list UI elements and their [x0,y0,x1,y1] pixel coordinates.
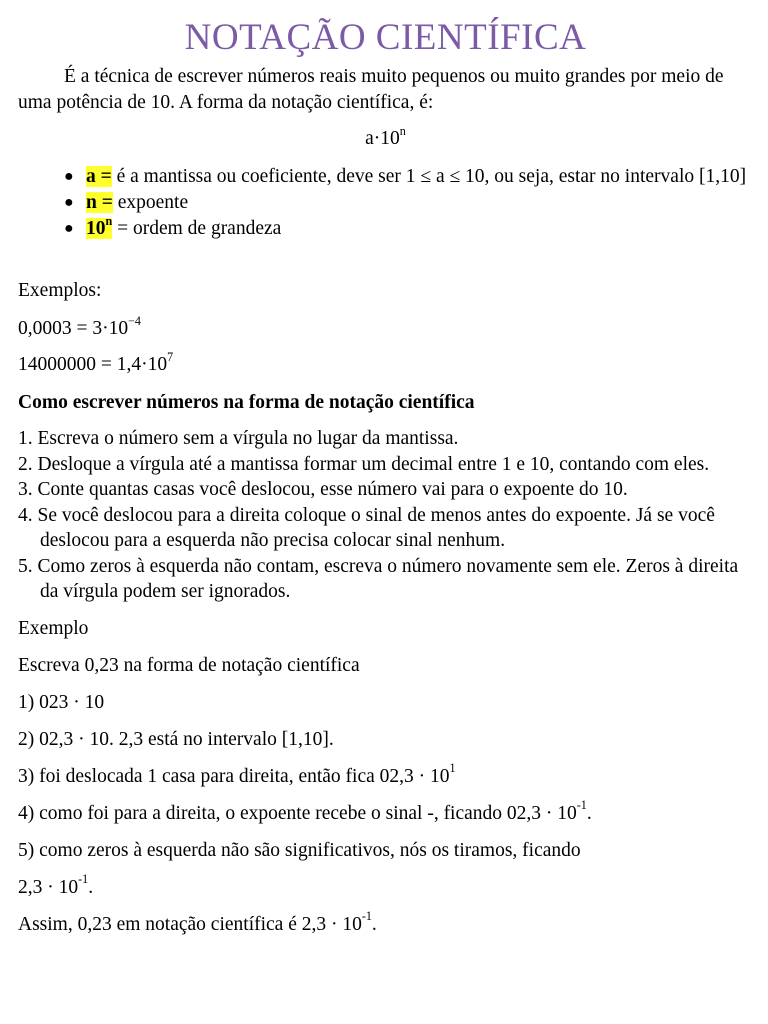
formula-exponent: n [399,123,406,138]
example-task: Escreva 0,23 na forma de notação científica [18,654,360,676]
bullet-icon: ● [64,220,74,237]
solution-line: $2,3 \cdot 10^{-1}$. [18,872,94,898]
bullet-icon: ● [64,168,74,185]
definition-term: 10$^n$ [86,213,113,239]
solution-line: 1) 023 · 10 [18,691,105,713]
example-label: Exemplo [18,617,89,639]
example-line: $14000000 = 1,4\cdot 10^7$ [18,349,174,375]
step-item: 2. Desloque a vírgula até a mantissa formar um decimal entre 1 e 10, contando com eles. [18,453,710,475]
step-item: 3. Conte quantas casas você deslocou, esse número vai para o expoente do 10. [18,479,628,500]
step-item: 1. Escreva o número sem a vírgula no lugar da mantissa. [18,428,459,449]
solution-line: 4) como foi para a direita, o expoente recebe o sinal -, ficando $02,3 \cdot 10^{-1}$. [18,798,592,824]
solution-line: 2) 02,3 · 10. 2,3 está no intervalo [1,10]. [18,728,334,750]
step-item: 4. Se você deslocou para a direita coloque o sinal de menos antes do expoente. Já se você deslocou para a esquerda não precisa colocar sinal nenhum. [18,504,715,551]
page-title: NOTAÇÃO CIENTÍFICA [184,17,587,58]
example-line: $0,0003 = 3\cdot 10^{-4}$ [18,313,141,339]
definition-term: n = [86,192,113,213]
steps-list [18,426,753,605]
section-heading: Como escrever números na forma de notação científica [18,392,475,413]
bullet-icon: ● [64,194,74,211]
definition-text: é a mantissa ou coeficiente, deve ser 1 ≤ a ≤ 10, ou seja, estar no intervalo [1,10] [111,166,747,187]
solution-line: 5) como zeros à esquerda não são significativos, nós os tiramos, ficando [18,839,581,861]
definition-text: = ordem de grandeza [112,218,282,239]
conclusion-line: Assim, 0,23 em notação científica é $2,3 \cdot 10^{-1}$. [18,909,377,935]
examples-label: Exemplos: [18,280,102,301]
definition-item [64,190,753,216]
definition-term: a = [86,166,112,187]
formula-base: a·10 [365,128,400,149]
definitions-list [18,164,753,242]
step-item: 5. Como zeros à esquerda não contam, escreva o número novamente sem ele. Zeros à direita da vírgula podem ser ignorados. [18,555,739,602]
solution-line: 3) foi deslocada 1 casa para direita, então fica $02,3 \cdot 10^1$ [18,761,456,787]
definition-item [64,213,753,242]
intro-paragraph: É a técnica de escrever números reais muito pequenos ou muito grandes por meio de uma potência de 10. A forma da notação científica, é: [18,66,724,113]
document-page [18,0,753,938]
definition-text: expoente [112,192,189,213]
general-formula [18,123,753,152]
definition-item [64,164,753,190]
